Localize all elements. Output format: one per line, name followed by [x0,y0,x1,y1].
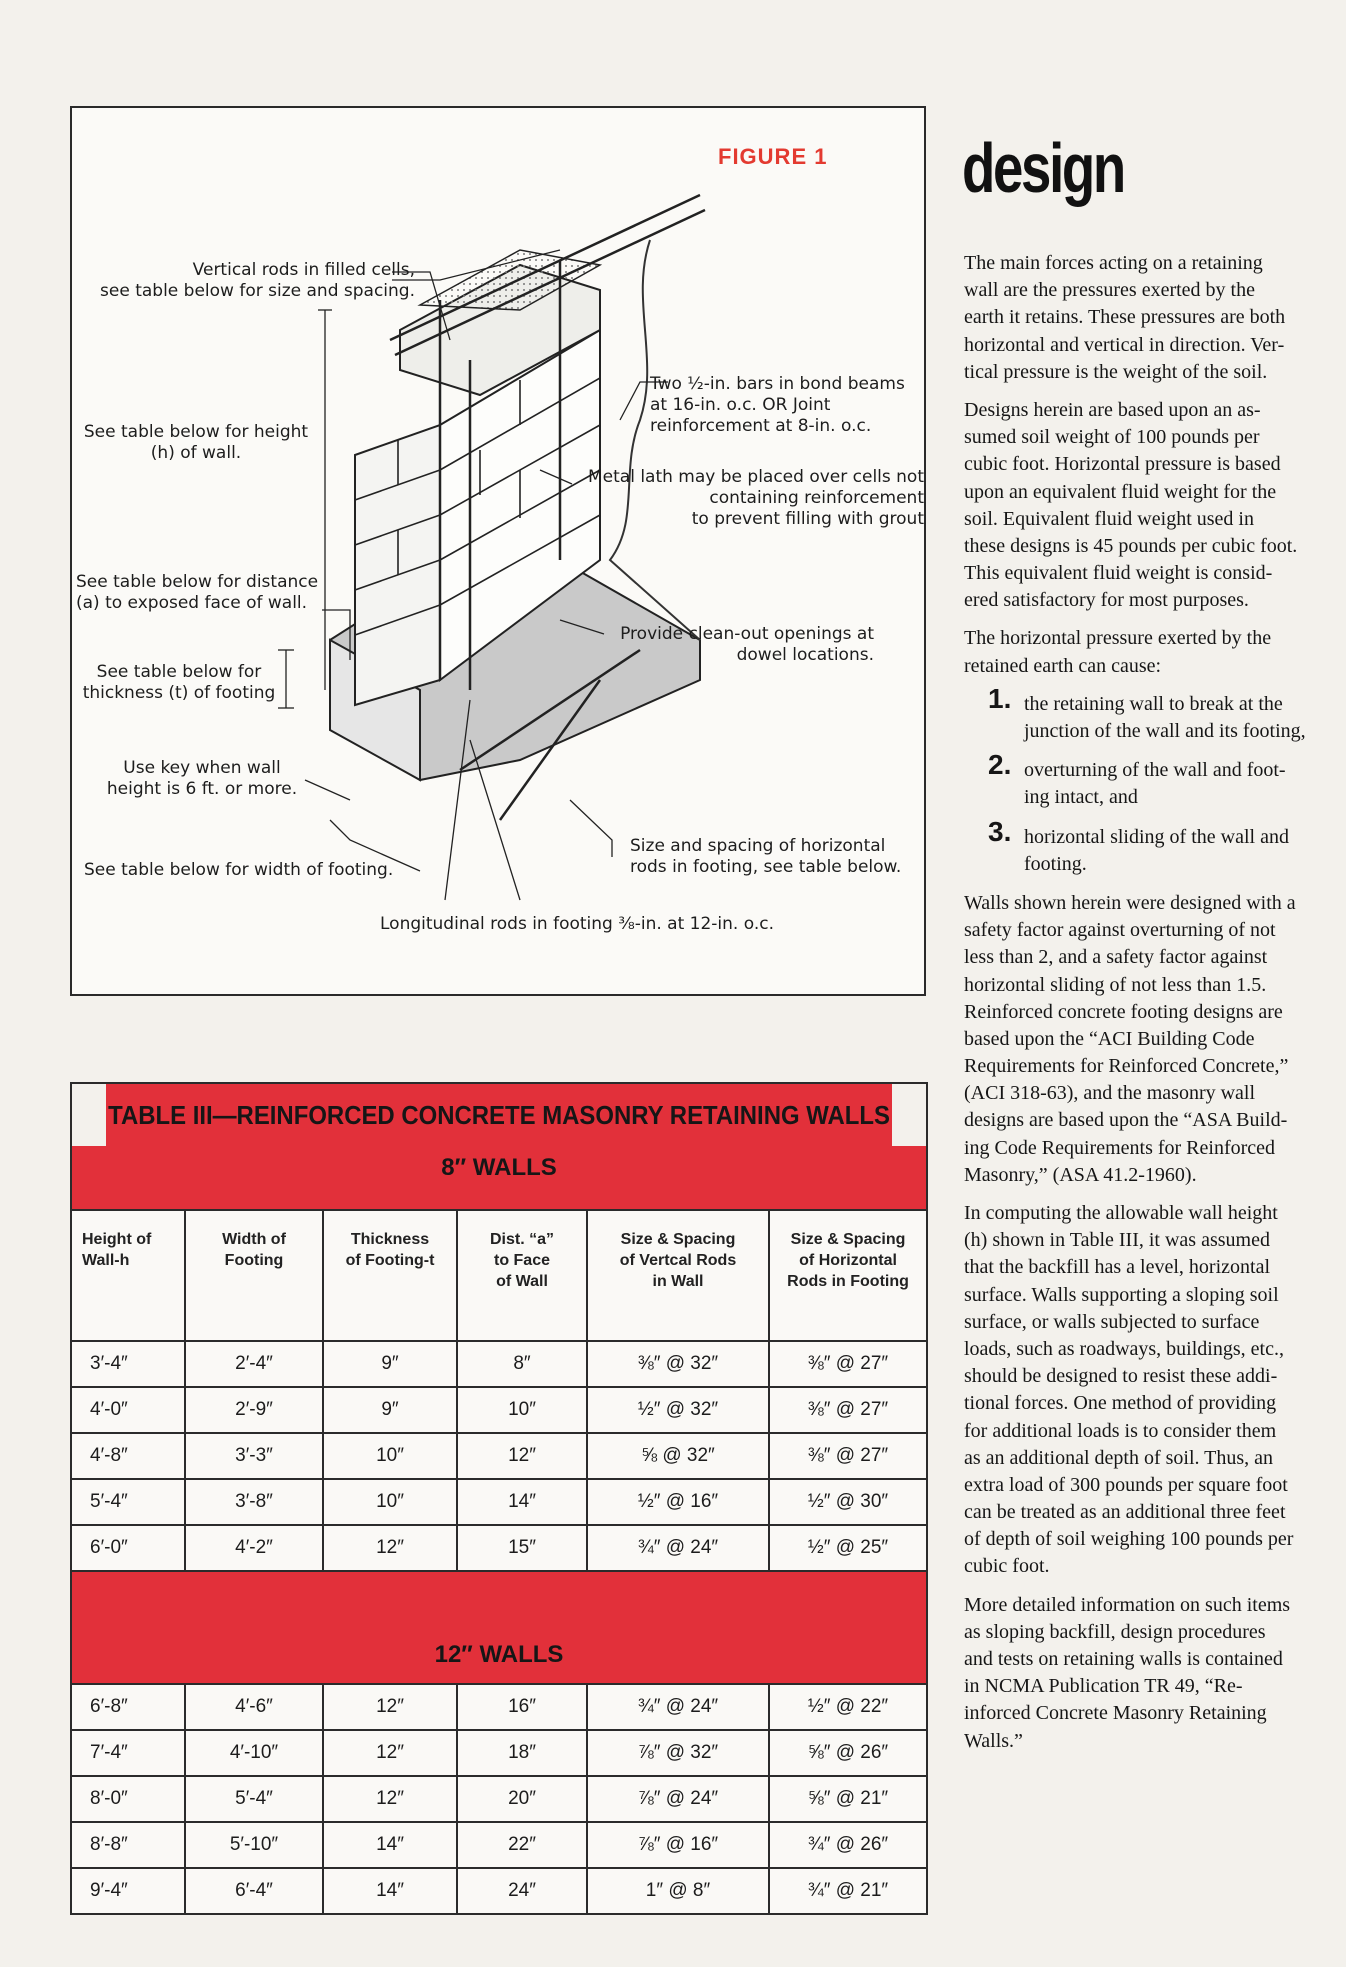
callout-line: Two ½-in. bars in bond beams [650,374,905,394]
table-cell: 24″ [457,1868,587,1914]
header-line: Height of [82,1231,152,1248]
table-cell: 5′-4″ [71,1479,185,1525]
text-line: junction of the wall and its footing, [1024,720,1306,742]
table-cell: 12″ [323,1776,457,1822]
table-row [71,1684,927,1730]
callout-metal-lath [560,467,924,530]
table-cell: ¾″ @ 24″ [587,1684,769,1730]
table-cell: ⅞″ @ 24″ [587,1776,769,1822]
text-line: inforced Concrete Masonry Retaining [964,1702,1267,1725]
column-header [323,1210,457,1341]
column-header [769,1210,927,1341]
table-iii-retaining-walls [70,1082,928,1915]
text-line: retained earth can cause: [964,654,1162,677]
text-line: as sloping backfill, design procedures [964,1620,1266,1643]
table-cell: ½″ @ 32″ [587,1387,769,1433]
table-cell: ⅝ @ 32″ [587,1433,769,1479]
text-line: earth it retains. These pressures are both [964,306,1286,329]
table-row [71,1776,927,1822]
table-row [71,1822,927,1868]
text-line: horizontal sliding of the wall and [1024,825,1289,848]
table-cell: ⅝″ @ 21″ [769,1776,927,1822]
callout-line: at 16-in. o.c. OR Joint [650,395,831,415]
text-line: Walls shown herein were designed with a [964,891,1296,914]
table-cell: 3′-3″ [185,1433,323,1479]
table-cell: ½″ @ 22″ [769,1684,927,1730]
callout-key [98,758,306,800]
text-line: safety factor against overturning of not [964,919,1276,942]
table-cell: 14″ [457,1479,587,1525]
callout-vertical-rods [100,260,415,302]
callout-line: Vertical rods in filled cells, [192,260,415,280]
table-cell: ½″ @ 16″ [587,1479,769,1525]
text-line: ing intact, and [1024,786,1138,809]
table-cell: 3′-8″ [185,1479,323,1525]
text-line: the retaining wall to break at the [1024,692,1283,715]
text-line: of depth of soil weighing 100 pounds per [964,1528,1294,1551]
callout-line: reinforcement at 8-in. o.c. [650,416,872,436]
callout-longitudinal: Longitudinal rods in footing ⅜-in. at 12-in. o.c. [380,914,774,934]
table-cell: 12″ [323,1730,457,1776]
table-cell: 12″ [323,1525,457,1571]
paragraph-main-forces [964,250,1346,386]
callout-line: to prevent filling with grout [691,509,924,529]
table-cell: 8′-8″ [71,1822,185,1868]
text-line: upon an equivalent fluid weight for the [964,480,1277,503]
text-line: horizontal sliding of not less than 1.5. [964,973,1267,996]
table-cell: 7′-4″ [71,1730,185,1776]
callout-line: See table below for height [83,422,309,442]
callout-line: see table below for size and spacing. [100,281,415,301]
callout-line: Size and spacing of horizontal [630,836,886,856]
table-cell: 4′-10″ [185,1730,323,1776]
list-item [964,682,1346,745]
table-cell: 9′-4″ [71,1868,185,1914]
table-header-row [71,1210,927,1341]
callout-line: (a) to exposed face of wall. [76,593,308,613]
table-cell: 3′-4″ [71,1341,185,1387]
callout-line: Provide clean-out openings at [620,624,874,644]
callout-distance [76,572,318,614]
callout-cleanout [576,624,874,666]
table-row [71,1433,927,1479]
failure-modes-list [964,682,1346,878]
table-cell: ½″ @ 30″ [769,1479,927,1525]
paragraph-soil-weight [964,397,1346,615]
earth-profile [610,240,700,640]
table-row [71,1730,927,1776]
table-cell: 2′-4″ [185,1341,323,1387]
callout-line: See table below for [96,662,262,682]
table-cell: 4′-6″ [185,1684,323,1730]
paragraph-allowable-height [964,1200,1346,1581]
callout-line: height is 6 ft. or more. [106,779,298,799]
table-cell: ⅜″ @ 32″ [587,1341,769,1387]
text-line: soil. Equivalent fluid weight used in [964,507,1254,530]
table-cell: 2′-9″ [185,1387,323,1433]
table-row [71,1341,927,1387]
table-cell: 5′-10″ [185,1822,323,1868]
table-cell: 16″ [457,1684,587,1730]
table-cell: ¾″ @ 26″ [769,1822,927,1868]
header-line: in Wall [652,1273,704,1290]
table-cell: 10″ [323,1479,457,1525]
header-line: Width of [222,1231,286,1248]
table-cell: ⅝″ @ 26″ [769,1730,927,1776]
text-line: horizontal and vertical in direction. Ver- [964,333,1285,356]
callout-line: thickness (t) of footing [82,683,276,703]
text-line: extra load of 300 pounds per square foot [964,1473,1288,1496]
table-cell: 6′-0″ [71,1525,185,1571]
header-line: Footing [224,1252,284,1269]
table-row [71,1479,927,1525]
text-line: Reinforced concrete footing designs are [964,1000,1283,1023]
table-cell: 12″ [457,1433,587,1479]
text-line: tical pressure is the weight of the soil. [964,360,1268,383]
callout-line: Metal lath may be placed over cells not [587,467,924,487]
callout-line: containing reinforcement [709,488,924,508]
header-line: of Vertcal Rods [619,1252,737,1269]
text-line: (h) shown in Table III, it was assumed [964,1229,1270,1252]
text-line: less than 2, and a safety factor against [964,946,1268,969]
text-line: for additional loads is to consider them [964,1419,1277,1442]
table-cell: 9″ [323,1387,457,1433]
text-line: The main forces acting on a retaining [964,252,1263,274]
text-line: wall are the pressures exerted by the [964,279,1255,302]
callout-thickness [76,662,282,704]
table-cell: 5′-4″ [185,1776,323,1822]
table-row [71,1525,927,1571]
header-line: Size & Spacing [790,1231,906,1248]
text-line: tional forces. One method of providing [964,1392,1277,1415]
callout-width: See table below for width of footing. [84,860,394,880]
table-cell: 6′-8″ [71,1684,185,1730]
header-line: Size & Spacing [620,1231,736,1248]
table-cell: 9″ [323,1341,457,1387]
table-cell: ⅜″ @ 27″ [769,1387,927,1433]
text-line: based upon the “ACI Building Code [964,1027,1255,1050]
column-header [185,1210,323,1341]
callout-line: (h) of wall. [150,443,242,463]
table-cell: 4′-8″ [71,1433,185,1479]
table-cell: ⅜″ @ 27″ [769,1433,927,1479]
callout-bond-beams [650,374,905,437]
article-body [964,250,1346,1766]
text-line: overturning of the wall and foot- [1024,759,1286,782]
table-cell: 8″ [457,1341,587,1387]
callout-line: rods in footing, see table below. [630,857,902,877]
text-line: can be treated as an additional three feet [964,1501,1286,1524]
text-line: surface. Walls supporting a sloping soil [964,1283,1279,1306]
figure-title: FIGURE 1 [718,144,828,169]
table-cell: 20″ [457,1776,587,1822]
table-cell: 10″ [457,1387,587,1433]
table-cell: 1″ @ 8″ [587,1868,769,1914]
callout-line: dowel locations. [736,645,874,665]
table-row [71,1387,927,1433]
table-cell: 6′-4″ [185,1868,323,1914]
table-cell: 4′-2″ [185,1525,323,1571]
paragraph-safety-factors [964,890,1346,1189]
list-number: 2. [988,749,1012,781]
text-line: This equivalent fluid weight is consid- [964,562,1273,585]
text-line: sumed soil weight of 100 pounds per [964,426,1260,449]
section-heading: design [962,129,1124,207]
text-line: footing. [1024,852,1087,875]
paragraph-more-info [964,1592,1346,1755]
callout-horizontal-rods [630,836,901,878]
text-line: loads, such as roadways, buildings, etc., [964,1337,1284,1360]
text-line: these designs is 45 pounds per cubic foot. [964,534,1298,557]
table-row [71,1868,927,1914]
text-line: as an additional depth of soil. Thus, an [964,1446,1274,1469]
table-cell: ¾″ @ 21″ [769,1868,927,1914]
column-header [587,1210,769,1341]
table-cell: ¾″ @ 24″ [587,1525,769,1571]
column-header [71,1210,185,1341]
text-line: Masonry,” (ASA 41.2-1960). [964,1163,1197,1186]
table-cell: ⅞″ @ 32″ [587,1730,769,1776]
text-line: The horizontal pressure exerted by the [964,627,1272,650]
table-cell: 12″ [323,1684,457,1730]
table-cell: 22″ [457,1822,587,1868]
text-line: (ACI 318-63), and the masonry wall [964,1082,1256,1105]
header-line: Wall-h [82,1252,130,1269]
column-header [457,1210,587,1341]
text-line: More detailed information on such items [964,1593,1291,1616]
section-8-inch-walls: 8″ WALLS [71,1146,927,1210]
text-line: cubic foot. Horizontal pressure is based [964,453,1281,476]
text-line: Requirements for Reinforced Concrete,” [964,1055,1289,1078]
table-cell: 10″ [323,1433,457,1479]
text-line: ing Code Requirements for Reinforced [964,1136,1276,1159]
header-line: of Wall [496,1273,548,1290]
list-item [964,815,1346,878]
text-line: In computing the allowable wall height [964,1202,1278,1224]
callout-line: See table below for distance [76,572,319,592]
table-cell: ⅞″ @ 16″ [587,1822,769,1868]
table-cell: 4′-0″ [71,1387,185,1433]
header-line: of Horizontal [799,1252,897,1269]
table-cell: 8′-0″ [71,1776,185,1822]
table-cell: 18″ [457,1730,587,1776]
callout-height [76,422,316,464]
text-line: Designs herein are based upon an as- [964,398,1261,421]
callout-line: Use key when wall [123,758,281,778]
text-line: in NCMA Publication TR 49, “Re- [964,1675,1243,1698]
header-line: of Footing-t [345,1252,435,1269]
text-line: that the backfill has a level, horizontal [964,1256,1270,1279]
list-number: 3. [988,815,1012,847]
table-cell: ½″ @ 25″ [769,1525,927,1571]
section-12-inch-walls: 12″ WALLS [71,1571,927,1684]
text-line: Walls.” [964,1729,1023,1752]
list-item [964,749,1346,811]
paragraph-horizontal-pressure [964,625,1346,679]
header-line: Dist. “a” [489,1231,554,1248]
table-cell: 14″ [323,1822,457,1868]
text-line: cubic foot. [964,1555,1050,1578]
text-line: should be designed to resist these addi- [964,1365,1278,1388]
table-title: TABLE III—REINFORCED CONCRETE MASONRY RETAINING WALLS [105,1083,893,1146]
header-line: Rods in Footing [787,1273,909,1290]
text-line: surface, or walls subjected to surface [964,1310,1260,1333]
header-line: to Face [493,1252,550,1269]
text-line: designs are based upon the “ASA Build- [964,1109,1288,1132]
table-cell: ⅜″ @ 27″ [769,1341,927,1387]
list-number: 1. [988,682,1012,714]
text-line: ered satisfactory for most purposes. [964,589,1249,612]
table-cell: 15″ [457,1525,587,1571]
text-line: and tests on retaining walls is contained [964,1648,1283,1670]
header-line: Thickness [350,1231,430,1248]
table-cell: 14″ [323,1868,457,1914]
